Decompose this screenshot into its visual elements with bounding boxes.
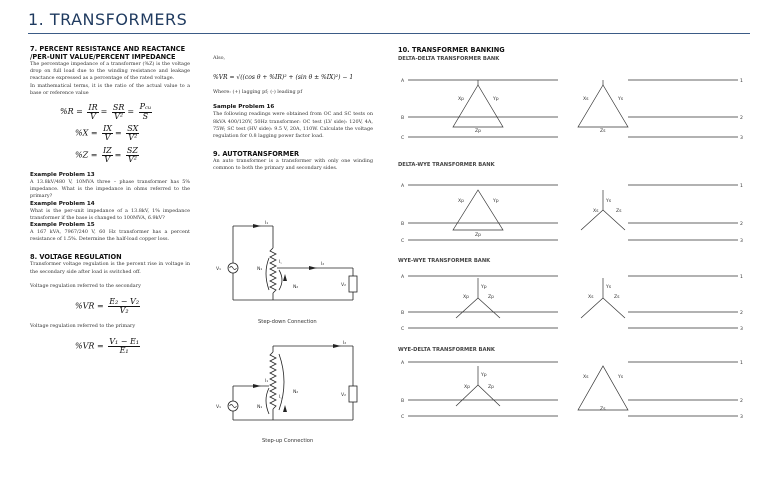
eq-lhs: %VR = (75, 301, 104, 311)
section-8-paragraph-2: Voltage regulation referred to the secondary (30, 282, 141, 289)
label-c: C (401, 327, 405, 332)
label-i1: I₁ (265, 221, 269, 226)
arrow-i2-icon (309, 266, 317, 270)
delta-delta-bank (408, 80, 738, 137)
eq-num: SX (127, 124, 139, 134)
label-2: 2 (740, 116, 743, 121)
eq-num: E₂ − V₂ (109, 297, 140, 307)
label-xp: Xp (458, 97, 465, 102)
label-n2: N₂ (293, 285, 299, 290)
eq-num: IX (103, 124, 112, 134)
arrow-i1-icon (253, 384, 261, 388)
label-v1: V₁ (216, 405, 221, 410)
section-9-title: 9. AUTOTRANSFORMER (213, 150, 300, 159)
eq-lhs: %R = (60, 107, 83, 117)
label-i1: I₁ (265, 379, 269, 384)
label-ic: I꜀ (279, 260, 282, 265)
load-resistor (349, 386, 357, 402)
eq-num: IZ (102, 146, 112, 156)
label-2: 2 (740, 222, 743, 227)
label-xp: Xp (458, 199, 465, 204)
label-yp: Yp (481, 285, 487, 290)
label-b: B (401, 222, 405, 227)
bracket-n1 (266, 388, 269, 414)
winding-coil (270, 352, 276, 409)
label-3: 3 (740, 415, 743, 420)
eq-num: SZ (126, 146, 138, 156)
where-text: Where: (+) lagging pf; (-) leading pf (213, 89, 303, 96)
label-xs: Xs (583, 97, 589, 102)
label-ys: Ys (618, 97, 624, 102)
label-xp: Xp (463, 295, 470, 300)
label-yp: Yp (481, 373, 487, 378)
delta-wye-title: DELTA-WYE TRANSFORMER BANK (398, 162, 495, 168)
label-zs: Zs (600, 407, 606, 412)
eq-num: P (139, 102, 146, 112)
eq-lhs: %VR = (75, 341, 104, 351)
wye-delta-bank (408, 362, 738, 416)
label-a: A (401, 79, 405, 84)
section-8-title: 8. VOLTAGE REGULATION (30, 253, 122, 262)
label-a: A (401, 184, 405, 189)
label-ys: Ys (618, 375, 624, 380)
label-yp: Yp (493, 199, 499, 204)
section-7-paragraph-1: The percentage impedance of a transformer (%Z) is the voltage drop on full load due to the winding resistance and leakage reactance expressed as a percentage of the rated voltage. (30, 61, 190, 82)
eq-den: V² (128, 133, 138, 143)
wye-delta-title: WYE-DELTA TRANSFORMER BANK (398, 347, 495, 353)
eq-den: V (90, 111, 96, 121)
eq-den: V² (127, 155, 137, 165)
wye-wye-title: WYE-WYE TRANSFORMER BANK (398, 258, 491, 264)
label-2: 2 (740, 311, 743, 316)
step-down-diagram (213, 218, 373, 323)
label-b: B (401, 399, 405, 404)
column-2 (213, 45, 373, 173)
eq-lhs: %X = (75, 128, 98, 138)
section-7-paragraph-2: In mathematical terms, it is the ratio of the actual value to a base or reference value (30, 82, 190, 96)
percent-z-equation: %Z = $\frac{IZ}{V}$ = $\frac{SZ}{\text{V²}}$ (75, 146, 138, 165)
eq-den: E₁ (119, 346, 129, 356)
vr-formula: %VR = √((cos θ + %IR)² + (sin θ ± %IX)²) − 1 (213, 74, 354, 82)
label-c: C (401, 136, 405, 141)
label-a: A (401, 361, 405, 366)
arrow-i1-icon (253, 224, 261, 228)
percent-x-equation: %X = $\frac{IX}{V}$ = $\frac{SX}{\text{V²}}$ (75, 124, 139, 143)
label-i2: I₂ (343, 341, 347, 346)
caption-step-down: Step-down Connection (258, 319, 317, 325)
example-14-text: What is the per-unit impedance of a 13.8kV, 1% impedance transformer if the base is changed to 100MVA, 6.9kV? (30, 207, 190, 221)
caption-step-up: Step-up Connection (262, 438, 314, 444)
label-n1: N₁ (257, 267, 263, 272)
arrow-ic-icon (283, 274, 287, 281)
section-10-title: 10. TRANSFORMER BANKING (398, 46, 505, 54)
wye-wye-bank (408, 276, 738, 328)
label-n1: N₁ (257, 405, 263, 410)
label-zp: Zp (475, 129, 482, 134)
label-c: C (401, 239, 405, 244)
label-2: 2 (740, 399, 743, 404)
section-8-paragraph-1: Transformer voltage regulation is the percent rise in voltage in the secondary side after load is switched off. (30, 261, 190, 275)
label-xs: Xs (583, 375, 589, 380)
label-b: B (401, 311, 405, 316)
section-7-title-line-1: 7. PERCENT RESISTANCE AND REACTANCE (30, 45, 186, 53)
label-xs: Xs (593, 209, 599, 214)
example-15-title: Example Problem 15 (30, 222, 95, 229)
label-1: 1 (740, 275, 743, 280)
bracket-n1 (266, 258, 269, 290)
title-divider (28, 33, 750, 34)
winding-coil (270, 248, 276, 293)
example-14-title: Example Problem 14 (30, 200, 95, 207)
label-b: B (401, 116, 405, 121)
vr-primary-equation (75, 338, 190, 355)
label-3: 3 (740, 239, 743, 244)
label-zs: Zs (614, 295, 620, 300)
step-up-diagram (213, 338, 373, 438)
eq-num: V₁ − E₁ (109, 337, 140, 347)
sample-16-text: The following readings were obtained from OC and SC tests on 8kVA 400/120V, 50Hz transformer: OC test (LV side): 120V, 4A, 75W; SC test (HV side): 9.5 V, 20A, 110W. Calculate the voltage regulation for 0.8 lagging power factor load. (213, 111, 373, 140)
label-xs: Xs (588, 295, 594, 300)
eq-den: V₂ (119, 306, 129, 316)
bracket-n2 (279, 354, 284, 410)
eq-den: V (104, 133, 111, 143)
label-v2: V₂ (341, 393, 346, 398)
label-ic: I꜀ (279, 395, 282, 400)
percent-r-equation: %R = $\frac{IR}{V}$ = $\frac{SR}{\text{V²}}$ = $\frac{\text{Pcu}}{S}$ (60, 102, 152, 122)
label-v2: V₂ (341, 283, 346, 288)
eq-sub: cu (145, 105, 152, 112)
transformer-banking-diagrams (398, 70, 743, 500)
label-ys: Ys (606, 285, 612, 290)
label-zp: Zp (488, 295, 495, 300)
sample-16-title: Sample Problem 16 (213, 104, 275, 111)
eq-lhs: %Z = (75, 150, 98, 160)
load-resistor (349, 276, 357, 292)
section-7-title-line-2: /PER-UNIT VALUE/PERCENT IMPEDANCE (30, 53, 176, 61)
also-text: Also, (213, 55, 226, 61)
label-ys: Ys (606, 199, 612, 204)
label-3: 3 (740, 136, 743, 141)
label-zp: Zp (488, 385, 495, 390)
label-zs: Zs (600, 129, 606, 134)
label-xp: Xp (464, 385, 471, 390)
label-n2: N₂ (293, 390, 299, 395)
label-v1: V₁ (216, 267, 221, 272)
delta-wye-bank (408, 185, 738, 240)
example-13-title: Example Problem 13 (30, 172, 95, 179)
label-zp: Zp (475, 233, 482, 238)
label-1: 1 (740, 79, 743, 84)
label-i2: I₂ (321, 262, 325, 267)
bracket-n2 (279, 270, 282, 290)
vr-secondary-equation (75, 298, 190, 315)
eq-den: V² (114, 111, 124, 121)
label-1: 1 (740, 184, 743, 189)
eq-den: S (142, 112, 149, 122)
delta-delta-title: DELTA-DELTA TRANSFORMER BANK (398, 56, 500, 62)
arrow-i2-icon (333, 344, 341, 348)
label-yp: Yp (493, 97, 499, 102)
label-a: A (401, 275, 405, 280)
label-1: 1 (740, 361, 743, 366)
example-13-text: A 13.8kV/480 V, 10MVA three – phase transformer has 5% impedance. What is the impedance in ohms referred to the primary? (30, 179, 190, 200)
page-title: 1. TRANSFORMERS (28, 10, 188, 29)
section-9-text: An auto transformer is a transformer with only one winding common to both the primary and secondary sides. (213, 158, 373, 172)
label-c: C (401, 415, 405, 420)
label-zs: Zs (616, 209, 622, 214)
label-3: 3 (740, 327, 743, 332)
eq-den: V (104, 155, 111, 165)
example-15-text: A 167 kVA, 7967/240 V, 60 Hz transformer has a percent resistance of 1.5%. Determine the half-load copper loss. (30, 229, 190, 243)
eq-num: SR (112, 102, 125, 112)
eq-num: IR (88, 102, 98, 112)
column-1 (30, 45, 190, 355)
section-8-paragraph-3: Voltage regulation referred to the primary (30, 323, 136, 330)
arrow-ic-icon (283, 405, 287, 412)
